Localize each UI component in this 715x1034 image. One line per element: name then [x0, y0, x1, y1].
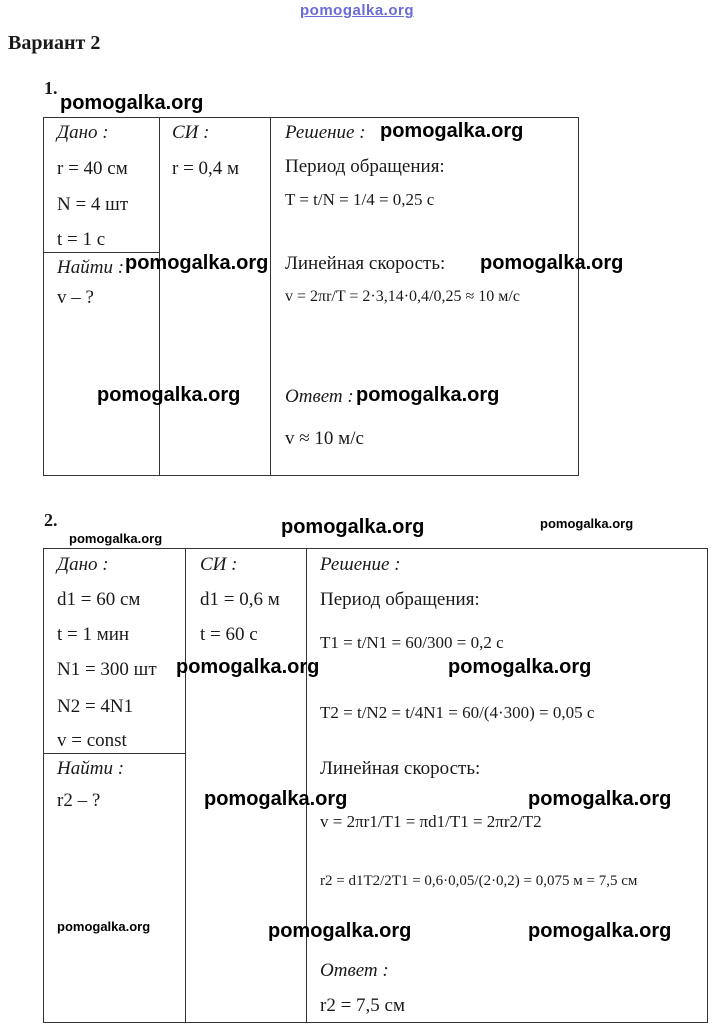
p1-find-label: Найти : — [57, 257, 125, 278]
watermark: pomogalka.org — [528, 788, 672, 810]
p1-si-1: r = 0,4 м — [172, 158, 240, 179]
watermark: pomogalka.org — [268, 920, 412, 942]
p1-solution-label: Решение : — [285, 122, 366, 143]
p2-given-label: Дано : — [57, 554, 109, 575]
problem-2-number: 2. — [44, 510, 58, 530]
p1-find-cell — [44, 253, 160, 476]
p1-find: v – ? — [57, 287, 94, 308]
watermark: pomogalka.org — [540, 516, 634, 531]
page-title: Вариант 2 — [8, 32, 101, 54]
watermark: pomogalka.org — [57, 919, 151, 934]
site-header-link[interactable]: pomogalka.org — [300, 2, 415, 19]
watermark: pomogalka.org — [448, 656, 592, 678]
p2-speed-label: Линейная скорость: — [320, 758, 481, 779]
watermark: pomogalka.org — [125, 252, 269, 274]
p2-find: r2 – ? — [57, 790, 101, 811]
problem-1-number: 1. — [44, 78, 58, 98]
p2-si-2: t = 60 с — [200, 624, 258, 645]
p2-given-3: N1 = 300 шт — [57, 659, 157, 680]
watermark: pomogalka.org — [97, 384, 241, 406]
watermark: pomogalka.org — [528, 920, 672, 942]
p2-t1-formula: T1 = t/N1 = 60/300 = 0,2 с — [320, 633, 504, 652]
p1-given-3: t = 1 с — [57, 229, 106, 250]
p2-si-cell — [186, 549, 307, 1023]
watermark: pomogalka.org — [176, 656, 320, 678]
watermark: pomogalka.org — [380, 120, 524, 142]
p1-period-formula: T = t/N = 1/4 = 0,25 с — [285, 190, 435, 209]
p2-solution-label: Решение : — [320, 554, 401, 575]
p2-r2-formula: r2 = d1T2/2T1 = 0,6·0,05/(2·0,2) = 0,075 м = 7,5 см — [320, 873, 638, 889]
p1-given-1: r = 40 см — [57, 158, 128, 179]
p1-answer-label: Ответ : — [285, 386, 354, 407]
p1-speed-label: Линейная скорость: — [285, 253, 446, 274]
p1-period-label: Период обращения: — [285, 156, 445, 177]
watermark: pomogalka.org — [60, 92, 204, 114]
p2-given-2: t = 1 мин — [57, 624, 130, 645]
p2-given-1: d1 = 60 см — [57, 589, 141, 610]
p2-period-label: Период обращения: — [320, 589, 480, 610]
watermark: pomogalka.org — [480, 252, 624, 274]
p2-si-1: d1 = 0,6 м — [200, 589, 280, 610]
watermark: pomogalka.org — [204, 788, 348, 810]
p2-solution-cell — [307, 549, 708, 1023]
p2-given-5: v = const — [57, 730, 127, 751]
watermark: pomogalka.org — [69, 531, 163, 546]
problem-2-table — [43, 548, 708, 1023]
watermark: pomogalka.org — [281, 516, 425, 538]
p2-answer: r2 = 7,5 см — [320, 995, 405, 1016]
watermark: pomogalka.org — [356, 384, 500, 406]
p2-find-label: Найти : — [57, 758, 125, 779]
p2-given-cell — [44, 549, 186, 754]
p2-si-label: СИ : — [200, 554, 238, 575]
p2-speed-formula: v = 2πr1/T1 = πd1/T1 = 2πr2/T2 — [320, 812, 542, 831]
p1-answer: v ≈ 10 м/с — [285, 428, 364, 449]
p2-answer-label: Ответ : — [320, 960, 389, 981]
p1-given-label: Дано : — [57, 122, 109, 143]
p2-t2-formula: T2 = t/N2 = t/4N1 = 60/(4·300) = 0,05 с — [320, 703, 595, 722]
p1-si-label: СИ : — [172, 122, 210, 143]
p1-speed-formula: v = 2πr/T = 2·3,14·0,4/0,25 ≈ 10 м/с — [285, 288, 520, 305]
p1-given-2: N = 4 шт — [57, 194, 129, 215]
p2-given-4: N2 = 4N1 — [57, 696, 134, 717]
